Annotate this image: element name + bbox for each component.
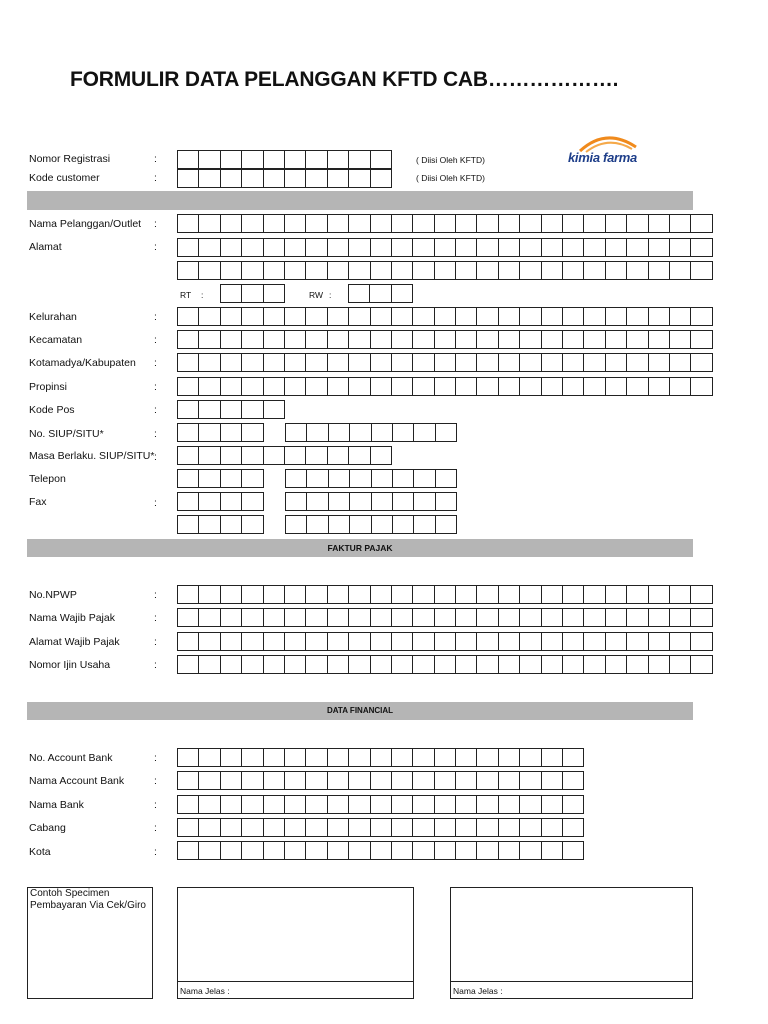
signature-divider-1 [177,981,414,982]
label-kotamadya: Kotamadya/Kabupaten [29,357,136,369]
colon: : [154,589,157,601]
field-siup-1[interactable] [177,423,264,442]
colon: : [154,497,157,509]
colon: : [201,290,204,300]
label-nama-pelanggan: Nama Pelanggan/Outlet [29,218,142,230]
colon: : [154,775,157,787]
colon: : [154,822,157,834]
colon: : [154,218,157,230]
field-kota[interactable] [177,841,584,860]
field-alamat-2[interactable] [177,261,713,280]
field-nomor-ijin-usaha[interactable] [177,655,713,674]
field-kode-customer[interactable] [177,169,392,188]
field-kode-pos[interactable] [177,400,285,419]
label-telepon: Telepon [29,473,66,485]
colon: : [154,612,157,624]
signature-box-1[interactable] [177,887,414,999]
field-nomor-registrasi[interactable] [177,150,392,169]
field-nama-bank[interactable] [177,795,584,814]
label-cabang: Cabang [29,822,66,834]
label-rw: RW [309,290,324,300]
label-account-name: Nama Account Bank [29,775,125,787]
colon: : [154,451,157,463]
field-telepon-1[interactable] [177,469,264,488]
colon: : [329,290,332,300]
note-diisi-kftd: ( Diisi Oleh KFTD) [416,155,485,165]
note-diisi-kftd: ( Diisi Oleh KFTD) [416,173,485,183]
label-nomor-ijin-usaha: Nomor Ijin Usaha [29,659,111,671]
colon: : [154,311,157,323]
field-alamat-wajib-pajak[interactable] [177,632,713,651]
section-header-data-financial: DATA FINANCIAL [27,702,693,720]
logo-wordmark: kimia farma [568,150,637,165]
colon: : [154,172,157,184]
field-fax-3[interactable] [177,515,264,534]
field-rt[interactable] [220,284,285,303]
colon: : [154,381,157,393]
colon: : [154,799,157,811]
specimen-label-line2: Pembayaran Via Cek/Giro [30,900,146,911]
label-kode-customer: Kode customer [29,172,100,184]
colon: : [154,404,157,416]
field-telepon-2[interactable] [285,469,457,488]
label-kecamatan: Kecamatan [29,334,83,346]
field-cabang[interactable] [177,818,584,837]
label-kota: Kota [29,846,51,858]
field-kotamadya[interactable] [177,353,713,372]
colon: : [154,153,157,165]
field-siup-2[interactable] [285,423,457,442]
field-nama-wajib-pajak[interactable] [177,608,713,627]
section-divider [27,191,693,210]
section-header-faktur-pajak: FAKTUR PAJAK [27,539,693,557]
colon: : [154,428,157,440]
label-npwp: No.NPWP [29,589,77,601]
colon: : [154,846,157,858]
field-account-no[interactable] [177,748,584,767]
kimia-farma-logo [566,133,656,167]
colon: : [154,334,157,346]
colon: : [154,241,157,253]
field-nama-pelanggan[interactable] [177,214,713,233]
colon: : [154,636,157,648]
signature-box-2[interactable] [450,887,693,999]
field-alamat-1[interactable] [177,238,713,257]
field-npwp[interactable] [177,585,713,604]
specimen-label-box [27,887,153,999]
colon: : [154,752,157,764]
label-nomor-registrasi: Nomor Registrasi [29,153,111,165]
field-fax-2[interactable] [285,492,457,511]
label-alamat: Alamat [29,241,62,253]
label-propinsi: Propinsi [29,381,67,393]
nama-jelas-label-2: Nama Jelas : [453,986,503,996]
field-kecamatan[interactable] [177,330,713,349]
label-alamat-wajib-pajak: Alamat Wajib Pajak [29,636,120,648]
label-nama-wajib-pajak: Nama Wajib Pajak [29,612,115,624]
specimen-label-line1: Contoh Specimen [30,888,110,899]
field-fax-1[interactable] [177,492,264,511]
signature-divider-2 [450,981,693,982]
page-title: FORMULIR DATA PELANGGAN KFTD CAB………………. [70,68,619,91]
field-propinsi[interactable] [177,377,713,396]
label-account-no: No. Account Bank [29,752,113,764]
colon: : [154,659,157,671]
field-kelurahan[interactable] [177,307,713,326]
field-fax-4[interactable] [285,515,457,534]
field-account-name[interactable] [177,771,584,790]
label-nama-bank: Nama Bank [29,799,84,811]
nama-jelas-label-1: Nama Jelas : [180,986,230,996]
label-kelurahan: Kelurahan [29,311,77,323]
field-masa-berlaku[interactable] [177,446,392,465]
label-siup: No. SIUP/SITU* [29,428,104,440]
field-rw[interactable] [348,284,413,303]
label-masa-berlaku: Masa Berlaku. SIUP/SITU* [29,450,155,462]
label-fax: Fax [29,496,47,508]
colon: : [154,357,157,369]
label-rt: RT [180,290,192,300]
label-kode-pos: Kode Pos [29,404,75,416]
